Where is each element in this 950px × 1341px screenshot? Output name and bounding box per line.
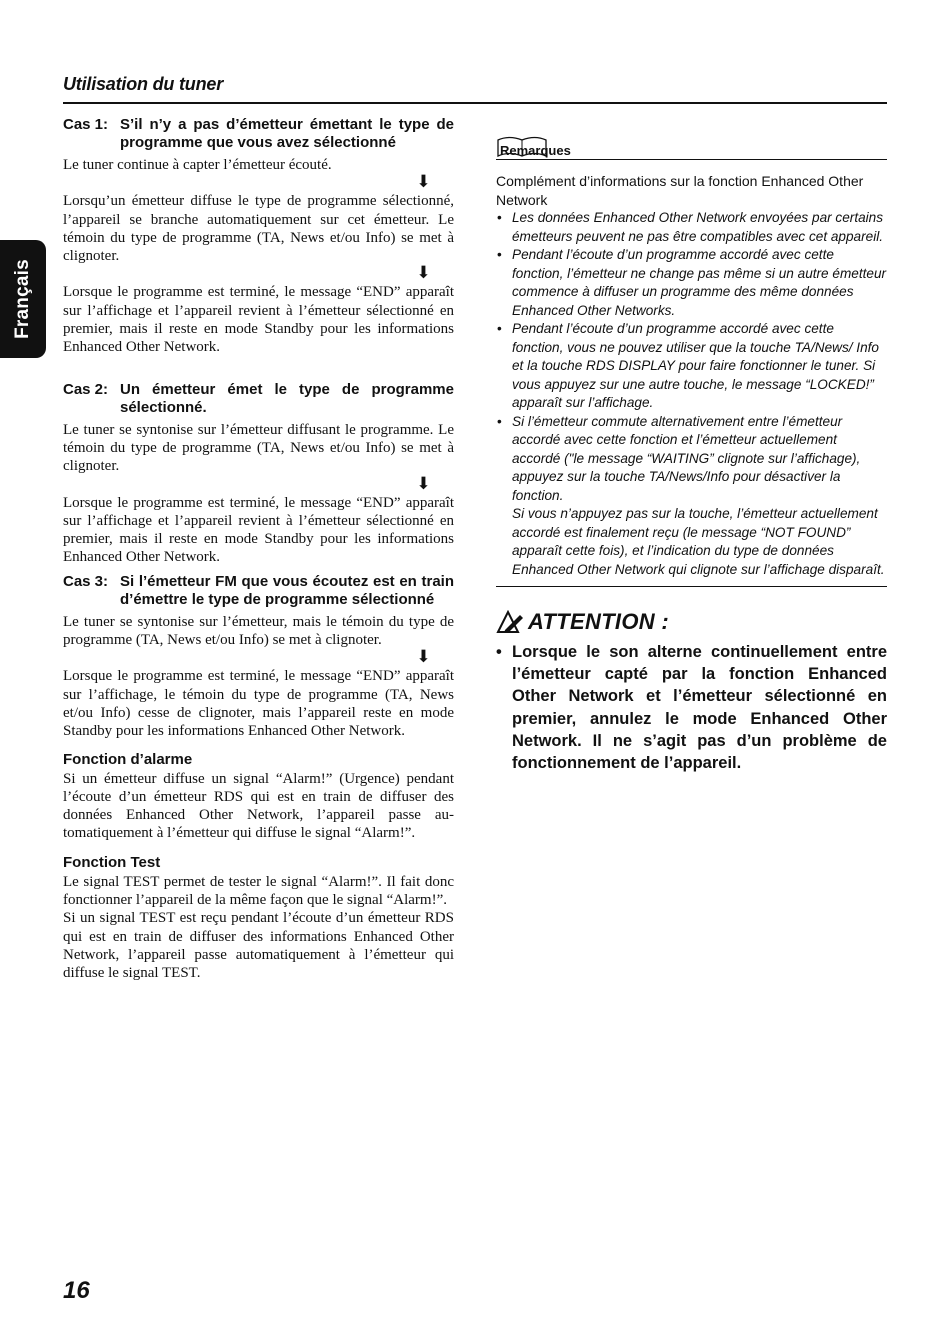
remarks-heading xyxy=(496,134,887,160)
test-paragraph-1: Le signal TEST permet de tester le signal “Alarm!”. Il fait donc fonctionner l’appareil de la même façon que le signal “Alarm!”. xyxy=(63,873,454,909)
left-column xyxy=(63,116,454,983)
case-1-title: S’il n’y a pas d’émetteur émettant le type de programme que vous avez sélectionné xyxy=(120,116,454,151)
remarks-label: Remarques xyxy=(500,143,571,158)
case-1-heading xyxy=(63,116,454,152)
page-number: 16 xyxy=(63,1277,90,1304)
test-paragraph-2: Si un signal TEST est reçu pendant l’écoute d’un émetteur RDS qui est en train de diffuser des informations Enhanced Other Network, l’appareil passe automatiquement à l’émetteur qui diffuse le signal TEST. xyxy=(63,910,454,982)
attention-list xyxy=(496,641,887,774)
down-arrow-icon: ⬇ xyxy=(416,647,431,668)
case-2-paragraph-2: Lorsque le programme est terminé, le message “END” apparaît sur l’affichage et l’appareil revient à l’émetteur sélectionné en premier, mais il reste en mode Standby pour les informations Enhanced Other Network. xyxy=(63,494,454,566)
alarm-paragraph: Si un émetteur diffuse un signal “Alarm!” (Urgence) pendant l’écoute d’un émetteur RDS qui est en train de diffuser des données Enhanced Other Network, l’appareil passe automatiquement à l’émetteur qui diffuse le signal “Alarm!”. xyxy=(63,770,454,842)
list-item: • Si l’émetteur commute alternativement entre l’émetteur accordé avec cette fonction et l’émetteur actuellement accordé ("le message “WAITING” clignote sur l’affichage), appuyez sur la touche TA/News/Info pour désactiver la fonction. xyxy=(496,413,887,506)
list-item: • Lorsque le son alterne continuellement entre l’émetteur capté par la fonction Enhanced Other Network et l’émetteur sélectionné en premier, annulez le mode Enhanced Other Network. Il ne s’agit pas d’un problème de fonctionnement de l’appareil. xyxy=(496,641,887,774)
remarks-item-continuation: Si vous n’appuyez pas sur la touche, l’émetteur actuellement accordé est finalement reçu (le message “NOT FOUND” apparaît cette fois), et l’indication du type de données Enhanced Other Network qui clignote sur l’affichage disparaît. xyxy=(512,506,885,577)
case-1-number: Cas 1: xyxy=(63,116,109,133)
case-2-number: Cas 2: xyxy=(63,380,109,398)
remarks-divider xyxy=(496,586,887,587)
attention-heading xyxy=(496,609,887,635)
case-2-title: Un émetteur émet le type de programme sélectionné. xyxy=(120,380,454,416)
case-3-number: Cas 3: xyxy=(63,572,109,590)
open-book-icon xyxy=(496,134,571,158)
remarks-list xyxy=(496,209,887,505)
warning-pencil-icon xyxy=(496,610,524,634)
remarks-subtitle: Complément d’informations sur la fonction Enhanced Other Network xyxy=(496,173,864,208)
down-arrow-icon: ⬇ xyxy=(416,172,431,193)
list-item: • Les données Enhanced Other Network envoyées par certains émetteurs peuvent ne pas être compatibles avec cet appareil. xyxy=(496,209,887,246)
case-3-paragraph-1: Le tuner se syntonise sur l’émetteur, mais le témoin du type de programme (TA, News et/ou Info) se met à clignoter. xyxy=(63,613,454,649)
language-tab-label: Français xyxy=(12,259,33,339)
down-arrow-icon: ⬇ xyxy=(416,263,431,284)
case-2-heading xyxy=(63,381,454,417)
page-header xyxy=(63,72,887,104)
test-heading: Fonction Test xyxy=(63,853,161,871)
list-item: • Pendant l’écoute d’un programme accordé avec cette fonction, l’émetteur ne change pas même si un autre émetteur commence à diffuser un programme des même données Enhanced Other Networks. xyxy=(496,246,887,320)
alarm-heading: Fonction d’alarme xyxy=(63,750,193,768)
down-arrow-icon: ⬇ xyxy=(416,473,431,494)
case-1-paragraph-3: Lorsque le programme est terminé, le message “END” apparaît sur l’affichage et l’appareil revient à l’émetteur sélectionné en premier, mais il reste en mode Standby pour les informations Enhanced Other Network. xyxy=(63,284,454,356)
case-1-paragraph-1: Le tuner continue à capter l’émetteur écouté. xyxy=(63,157,332,173)
attention-label: ATTENTION : xyxy=(528,609,669,634)
case-1-paragraph-2: Lorsqu’un émetteur diffuse le type de programme sélectionné, l’appareil se branche automatiquement sur cet émetteur. Le témoin du type de programme (TA, News et/ou Info) se met à clignoter. xyxy=(63,193,454,265)
right-column xyxy=(496,134,887,774)
section-title: Utilisation du tuner xyxy=(63,74,223,94)
case-3-title: Si l’émetteur FM que vous écoutez est en train d’émettre le type de programme sélectionné xyxy=(120,572,454,608)
case-3-heading xyxy=(63,573,454,609)
language-tab xyxy=(0,240,46,358)
header-divider xyxy=(63,102,887,104)
case-2-paragraph-1: Le tuner se syntonise sur l’émetteur diffusant le programme. Le témoin du type de programme (TA, News et/ou Info) se met à clignoter. xyxy=(63,421,454,475)
list-item: • Pendant l’écoute d’un programme accordé avec cette fonction, vous ne pouvez utiliser que la touche TA/News/ Info et la touche RDS DISPLAY pour faire fonctionner le tuner. Si vous appuyez sur une autre touche, le message “LOCKED!” apparaît sur l’affichage. xyxy=(496,320,887,413)
case-3-paragraph-2: Lorsque le programme est terminé, le message “END” apparaît sur l’affichage, le témoin du type de programme (TA, News et/ou Info) cesse de clignoter, mais l’appareil reste en mode Standby pour les informations Enhanced Other Network. xyxy=(63,668,454,740)
